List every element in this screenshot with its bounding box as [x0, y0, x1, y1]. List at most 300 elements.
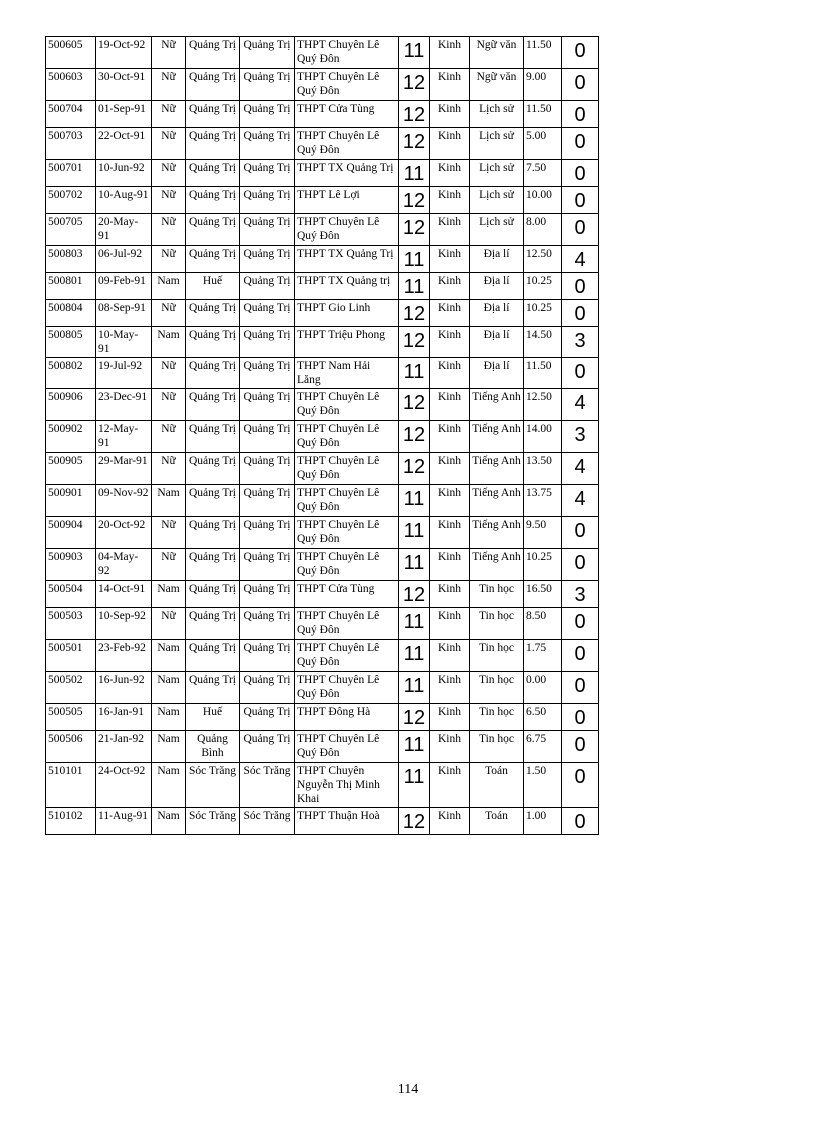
ethnicity-cell: Kinh [430, 300, 470, 327]
award-cell: 0 [562, 731, 599, 763]
grade-cell: 11 [399, 273, 430, 300]
gender-cell: Nữ [152, 358, 186, 389]
grade-cell: 11 [399, 246, 430, 273]
gender-cell: Nữ [152, 101, 186, 128]
subject-cell: Toán [470, 808, 524, 835]
school-cell: THPT Chuyên Nguyễn Thị Minh Khai [295, 763, 399, 808]
birthplace-cell: Quảng Trị [186, 549, 240, 581]
birth-date-cell: 29-Mar-91 [96, 453, 152, 485]
gender-cell: Nam [152, 485, 186, 517]
score-cell: 9.50 [524, 517, 562, 549]
award-cell: 0 [562, 808, 599, 835]
birth-date-cell: 08-Sep-91 [96, 300, 152, 327]
birth-date-cell: 19-Jul-92 [96, 358, 152, 389]
school-cell: THPT Chuyên Lê Quý Đôn [295, 672, 399, 704]
candidate-id-cell: 500905 [46, 453, 96, 485]
ethnicity-cell: Kinh [430, 581, 470, 608]
birth-date-cell: 19-Oct-92 [96, 37, 152, 69]
score-cell: 0.00 [524, 672, 562, 704]
school-cell: THPT Chuyên Lê Quý Đôn [295, 731, 399, 763]
school-cell: THPT Đông Hà [295, 704, 399, 731]
score-cell: 11.50 [524, 101, 562, 128]
ethnicity-cell: Kinh [430, 517, 470, 549]
award-cell: 0 [562, 358, 599, 389]
table-row [46, 640, 599, 672]
province-cell: Quảng Trị [240, 608, 295, 640]
candidate-id-cell: 500902 [46, 421, 96, 453]
score-cell: 10.25 [524, 549, 562, 581]
table-row [46, 581, 599, 608]
table-row [46, 327, 599, 358]
score-cell: 8.50 [524, 608, 562, 640]
grade-cell: 12 [399, 214, 430, 246]
candidate-id-cell: 500802 [46, 358, 96, 389]
score-cell: 13.75 [524, 485, 562, 517]
table-row [46, 704, 599, 731]
ethnicity-cell: Kinh [430, 731, 470, 763]
school-cell: THPT Thuận Hoà [295, 808, 399, 835]
table-row [46, 485, 599, 517]
table-row [46, 672, 599, 704]
birth-date-cell: 21-Jan-92 [96, 731, 152, 763]
award-cell: 4 [562, 389, 599, 421]
candidate-id-cell: 500904 [46, 517, 96, 549]
subject-cell: Tin học [470, 731, 524, 763]
birth-date-cell: 30-Oct-91 [96, 69, 152, 101]
grade-cell: 11 [399, 549, 430, 581]
province-cell: Quảng Trị [240, 517, 295, 549]
ethnicity-cell: Kinh [430, 327, 470, 358]
school-cell: THPT Chuyên Lê Quý Đôn [295, 453, 399, 485]
gender-cell: Nữ [152, 300, 186, 327]
school-cell: THPT Chuyên Lê Quý Đôn [295, 421, 399, 453]
grade-cell: 11 [399, 763, 430, 808]
school-cell: THPT Nam Hải Lăng [295, 358, 399, 389]
grade-cell: 12 [399, 453, 430, 485]
score-cell: 11.50 [524, 37, 562, 69]
award-cell: 0 [562, 549, 599, 581]
birthplace-cell: Quảng Trị [186, 358, 240, 389]
table-row [46, 37, 599, 69]
grade-cell: 12 [399, 389, 430, 421]
subject-cell: Tin học [470, 608, 524, 640]
score-cell: 10.25 [524, 273, 562, 300]
ethnicity-cell: Kinh [430, 763, 470, 808]
school-cell: THPT Chuyên Lê Quý Đôn [295, 214, 399, 246]
birth-date-cell: 10-Sep-92 [96, 608, 152, 640]
birthplace-cell: Quảng Trị [186, 453, 240, 485]
table-row [46, 358, 599, 389]
grade-cell: 11 [399, 517, 430, 549]
score-cell: 12.50 [524, 389, 562, 421]
ethnicity-cell: Kinh [430, 358, 470, 389]
subject-cell: Lịch sử [470, 187, 524, 214]
gender-cell: Nữ [152, 187, 186, 214]
candidate-id-cell: 510101 [46, 763, 96, 808]
province-cell: Quảng Trị [240, 37, 295, 69]
grade-cell: 12 [399, 808, 430, 835]
birthplace-cell: Quảng Trị [186, 672, 240, 704]
ethnicity-cell: Kinh [430, 421, 470, 453]
score-cell: 7.50 [524, 160, 562, 187]
grade-cell: 11 [399, 37, 430, 69]
birth-date-cell: 22-Oct-91 [96, 128, 152, 160]
province-cell: Sóc Trăng [240, 763, 295, 808]
award-cell: 3 [562, 327, 599, 358]
award-cell: 0 [562, 160, 599, 187]
ethnicity-cell: Kinh [430, 160, 470, 187]
candidate-id-cell: 500501 [46, 640, 96, 672]
ethnicity-cell: Kinh [430, 214, 470, 246]
school-cell: THPT Chuyên Lê Quý Đôn [295, 485, 399, 517]
ethnicity-cell: Kinh [430, 69, 470, 101]
birthplace-cell: Huế [186, 704, 240, 731]
province-cell: Quảng Trị [240, 327, 295, 358]
award-cell: 0 [562, 517, 599, 549]
subject-cell: Tin học [470, 640, 524, 672]
birth-date-cell: 09-Nov-92 [96, 485, 152, 517]
candidate-id-cell: 500702 [46, 187, 96, 214]
ethnicity-cell: Kinh [430, 704, 470, 731]
subject-cell: Địa lí [470, 246, 524, 273]
gender-cell: Nam [152, 640, 186, 672]
award-cell: 0 [562, 273, 599, 300]
score-cell: 10.00 [524, 187, 562, 214]
gender-cell: Nam [152, 763, 186, 808]
ethnicity-cell: Kinh [430, 128, 470, 160]
birthplace-cell: Quảng Trị [186, 389, 240, 421]
score-cell: 1.75 [524, 640, 562, 672]
birth-date-cell: 10-Jun-92 [96, 160, 152, 187]
gender-cell: Nữ [152, 549, 186, 581]
province-cell: Quảng Trị [240, 485, 295, 517]
birth-date-cell: 11-Aug-91 [96, 808, 152, 835]
score-cell: 6.50 [524, 704, 562, 731]
award-cell: 0 [562, 704, 599, 731]
grade-cell: 12 [399, 187, 430, 214]
birthplace-cell: Sóc Trăng [186, 763, 240, 808]
ethnicity-cell: Kinh [430, 187, 470, 214]
birth-date-cell: 10-Aug-91 [96, 187, 152, 214]
province-cell: Quảng Trị [240, 160, 295, 187]
province-cell: Quảng Trị [240, 101, 295, 128]
grade-cell: 12 [399, 581, 430, 608]
award-cell: 0 [562, 300, 599, 327]
grade-cell: 12 [399, 300, 430, 327]
table-row [46, 549, 599, 581]
award-cell: 0 [562, 101, 599, 128]
subject-cell: Lịch sử [470, 101, 524, 128]
birthplace-cell: Quảng Trị [186, 214, 240, 246]
birthplace-cell: Quảng Trị [186, 187, 240, 214]
subject-cell: Tiếng Anh [470, 453, 524, 485]
table-row [46, 160, 599, 187]
birthplace-cell: Quảng Bình [186, 731, 240, 763]
ethnicity-cell: Kinh [430, 246, 470, 273]
candidate-id-cell: 500903 [46, 549, 96, 581]
grade-cell: 12 [399, 421, 430, 453]
table-row [46, 453, 599, 485]
score-cell: 14.50 [524, 327, 562, 358]
grade-cell: 11 [399, 485, 430, 517]
candidate-id-cell: 500801 [46, 273, 96, 300]
candidate-id-cell: 500703 [46, 128, 96, 160]
gender-cell: Nữ [152, 128, 186, 160]
grade-cell: 11 [399, 608, 430, 640]
province-cell: Quảng Trị [240, 640, 295, 672]
province-cell: Quảng Trị [240, 672, 295, 704]
subject-cell: Tiếng Anh [470, 517, 524, 549]
birthplace-cell: Quảng Trị [186, 640, 240, 672]
province-cell: Quảng Trị [240, 453, 295, 485]
province-cell: Quảng Trị [240, 214, 295, 246]
school-cell: THPT Chuyên Lê Quý Đôn [295, 549, 399, 581]
birth-date-cell: 09-Feb-91 [96, 273, 152, 300]
school-cell: THPT Lê Lợi [295, 187, 399, 214]
subject-cell: Địa lí [470, 300, 524, 327]
school-cell: THPT Chuyên Lê Quý Đôn [295, 608, 399, 640]
birth-date-cell: 23-Dec-91 [96, 389, 152, 421]
table-row [46, 608, 599, 640]
candidate-id-cell: 500505 [46, 704, 96, 731]
candidate-id-cell: 500906 [46, 389, 96, 421]
table-row [46, 101, 599, 128]
award-cell: 3 [562, 421, 599, 453]
score-cell: 9.00 [524, 69, 562, 101]
candidate-id-cell: 500503 [46, 608, 96, 640]
subject-cell: Ngữ văn [470, 37, 524, 69]
candidate-id-cell: 500803 [46, 246, 96, 273]
award-cell: 4 [562, 485, 599, 517]
table-row [46, 808, 599, 835]
ethnicity-cell: Kinh [430, 608, 470, 640]
award-cell: 0 [562, 214, 599, 246]
birth-date-cell: 01-Sep-91 [96, 101, 152, 128]
score-cell: 14.00 [524, 421, 562, 453]
school-cell: THPT Chuyên Lê Quý Đôn [295, 389, 399, 421]
candidate-id-cell: 500901 [46, 485, 96, 517]
birth-date-cell: 10-May-91 [96, 327, 152, 358]
school-cell: THPT Triệu Phong [295, 327, 399, 358]
birth-date-cell: 20-Oct-92 [96, 517, 152, 549]
grade-cell: 11 [399, 358, 430, 389]
gender-cell: Nữ [152, 517, 186, 549]
grade-cell: 11 [399, 731, 430, 763]
province-cell: Quảng Trị [240, 69, 295, 101]
page-number: 114 [397, 1082, 419, 1097]
score-cell: 1.50 [524, 763, 562, 808]
table-row [46, 128, 599, 160]
subject-cell: Toán [470, 763, 524, 808]
score-cell: 5.00 [524, 128, 562, 160]
subject-cell: Lịch sử [470, 160, 524, 187]
birth-date-cell: 23-Feb-92 [96, 640, 152, 672]
subject-cell: Tin học [470, 581, 524, 608]
grade-cell: 12 [399, 704, 430, 731]
award-cell: 0 [562, 37, 599, 69]
school-cell: THPT Chuyên Lê Quý Đôn [295, 69, 399, 101]
gender-cell: Nam [152, 327, 186, 358]
birth-date-cell: 20-May-91 [96, 214, 152, 246]
gender-cell: Nữ [152, 453, 186, 485]
birth-date-cell: 04-May-92 [96, 549, 152, 581]
province-cell: Quảng Trị [240, 273, 295, 300]
award-cell: 0 [562, 128, 599, 160]
score-cell: 10.25 [524, 300, 562, 327]
candidate-id-cell: 500704 [46, 101, 96, 128]
ethnicity-cell: Kinh [430, 485, 470, 517]
gender-cell: Nữ [152, 608, 186, 640]
grade-cell: 11 [399, 160, 430, 187]
school-cell: THPT Gio Linh [295, 300, 399, 327]
gender-cell: Nam [152, 273, 186, 300]
score-cell: 6.75 [524, 731, 562, 763]
table-row [46, 187, 599, 214]
gender-cell: Nữ [152, 246, 186, 273]
award-cell: 0 [562, 69, 599, 101]
birthplace-cell: Quảng Trị [186, 101, 240, 128]
province-cell: Quảng Trị [240, 581, 295, 608]
gender-cell: Nam [152, 704, 186, 731]
subject-cell: Địa lí [470, 358, 524, 389]
ethnicity-cell: Kinh [430, 389, 470, 421]
birth-date-cell: 16-Jan-91 [96, 704, 152, 731]
grade-cell: 11 [399, 640, 430, 672]
table-row [46, 69, 599, 101]
school-cell: THPT Chuyên Lê Quý Đôn [295, 517, 399, 549]
gender-cell: Nữ [152, 214, 186, 246]
province-cell: Quảng Trị [240, 421, 295, 453]
subject-cell: Lịch sử [470, 214, 524, 246]
birthplace-cell: Quảng Trị [186, 581, 240, 608]
candidate-id-cell: 500805 [46, 327, 96, 358]
school-cell: THPT TX Quảng Trị [295, 246, 399, 273]
birthplace-cell: Quảng Trị [186, 160, 240, 187]
table-row [46, 763, 599, 808]
award-cell: 0 [562, 672, 599, 704]
school-cell: THPT Cửa Tùng [295, 101, 399, 128]
subject-cell: Tiếng Anh [470, 389, 524, 421]
birthplace-cell: Quảng Trị [186, 69, 240, 101]
candidate-id-cell: 500705 [46, 214, 96, 246]
results-table [45, 36, 599, 835]
subject-cell: Tin học [470, 704, 524, 731]
birth-date-cell: 14-Oct-91 [96, 581, 152, 608]
province-cell: Quảng Trị [240, 389, 295, 421]
subject-cell: Tiếng Anh [470, 485, 524, 517]
school-cell: THPT Chuyên Lê Quý Đôn [295, 640, 399, 672]
table-row [46, 731, 599, 763]
candidate-id-cell: 500504 [46, 581, 96, 608]
ethnicity-cell: Kinh [430, 808, 470, 835]
birthplace-cell: Quảng Trị [186, 608, 240, 640]
province-cell: Quảng Trị [240, 358, 295, 389]
gender-cell: Nữ [152, 421, 186, 453]
birthplace-cell: Quảng Trị [186, 300, 240, 327]
birthplace-cell: Quảng Trị [186, 128, 240, 160]
table-body [46, 37, 599, 835]
candidate-id-cell: 500701 [46, 160, 96, 187]
subject-cell: Tiếng Anh [470, 421, 524, 453]
gender-cell: Nữ [152, 389, 186, 421]
birthplace-cell: Quảng Trị [186, 37, 240, 69]
subject-cell: Địa lí [470, 327, 524, 358]
grade-cell: 12 [399, 101, 430, 128]
table-row [46, 421, 599, 453]
province-cell: Quảng Trị [240, 128, 295, 160]
grade-cell: 11 [399, 672, 430, 704]
province-cell: Quảng Trị [240, 246, 295, 273]
gender-cell: Nữ [152, 69, 186, 101]
birthplace-cell: Quảng Trị [186, 421, 240, 453]
table-row [46, 300, 599, 327]
ethnicity-cell: Kinh [430, 273, 470, 300]
birth-date-cell: 16-Jun-92 [96, 672, 152, 704]
candidate-id-cell: 500804 [46, 300, 96, 327]
table-row [46, 389, 599, 421]
province-cell: Quảng Trị [240, 731, 295, 763]
birthplace-cell: Quảng Trị [186, 327, 240, 358]
award-cell: 3 [562, 581, 599, 608]
score-cell: 13.50 [524, 453, 562, 485]
score-cell: 11.50 [524, 358, 562, 389]
ethnicity-cell: Kinh [430, 549, 470, 581]
table-row [46, 214, 599, 246]
award-cell: 0 [562, 187, 599, 214]
subject-cell: Địa lí [470, 273, 524, 300]
table-row [46, 246, 599, 273]
school-cell: THPT TX Quảng trị [295, 273, 399, 300]
candidate-id-cell: 500603 [46, 69, 96, 101]
province-cell: Quảng Trị [240, 187, 295, 214]
school-cell: THPT TX Quảng Trị [295, 160, 399, 187]
birthplace-cell: Quảng Trị [186, 517, 240, 549]
province-cell: Quảng Trị [240, 549, 295, 581]
birthplace-cell: Sóc Trăng [186, 808, 240, 835]
birthplace-cell: Quảng Trị [186, 485, 240, 517]
province-cell: Sóc Trăng [240, 808, 295, 835]
birth-date-cell: 06-Jul-92 [96, 246, 152, 273]
ethnicity-cell: Kinh [430, 101, 470, 128]
subject-cell: Tiếng Anh [470, 549, 524, 581]
grade-cell: 12 [399, 128, 430, 160]
birthplace-cell: Quảng Trị [186, 246, 240, 273]
ethnicity-cell: Kinh [430, 453, 470, 485]
gender-cell: Nam [152, 672, 186, 704]
grade-cell: 12 [399, 327, 430, 358]
school-cell: THPT Chuyên Lê Quý Đôn [295, 128, 399, 160]
score-cell: 1.00 [524, 808, 562, 835]
table-row [46, 273, 599, 300]
score-cell: 16.50 [524, 581, 562, 608]
subject-cell: Tin học [470, 672, 524, 704]
candidate-id-cell: 500605 [46, 37, 96, 69]
award-cell: 0 [562, 763, 599, 808]
birth-date-cell: 24-Oct-92 [96, 763, 152, 808]
ethnicity-cell: Kinh [430, 672, 470, 704]
province-cell: Quảng Trị [240, 704, 295, 731]
school-cell: THPT Cửa Tùng [295, 581, 399, 608]
award-cell: 0 [562, 608, 599, 640]
gender-cell: Nữ [152, 37, 186, 69]
score-cell: 12.50 [524, 246, 562, 273]
grade-cell: 12 [399, 69, 430, 101]
score-cell: 8.00 [524, 214, 562, 246]
subject-cell: Ngữ văn [470, 69, 524, 101]
subject-cell: Lịch sử [470, 128, 524, 160]
candidate-id-cell: 500506 [46, 731, 96, 763]
gender-cell: Nam [152, 808, 186, 835]
